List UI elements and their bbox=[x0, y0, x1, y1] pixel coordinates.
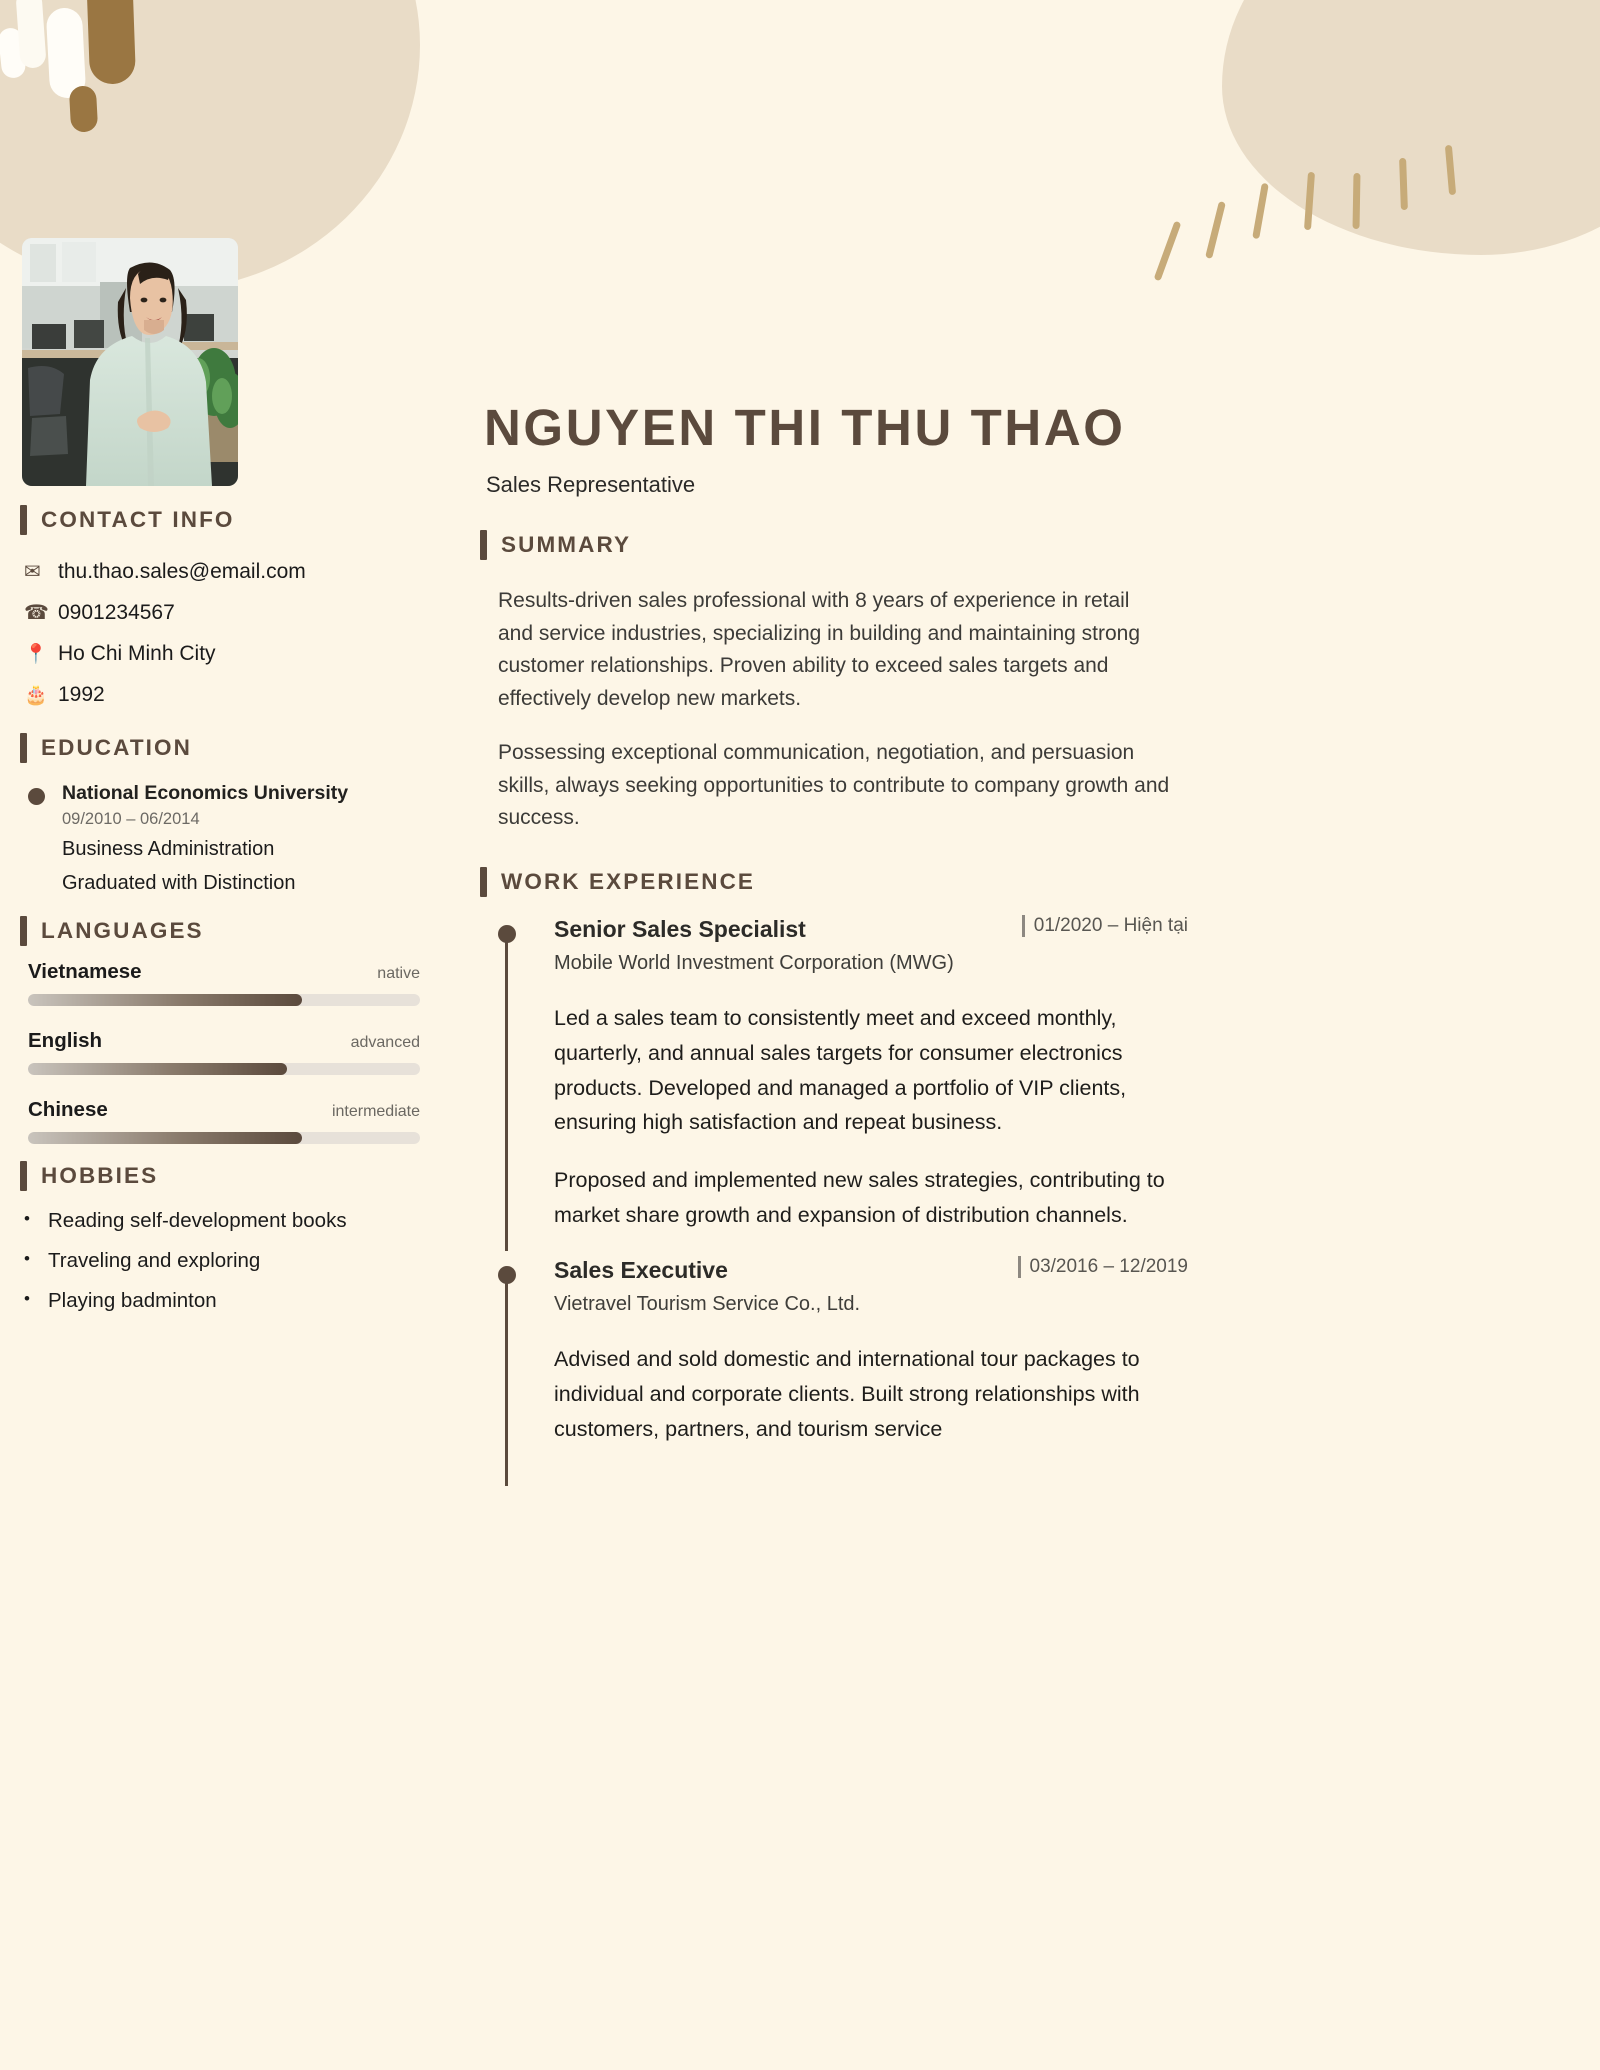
ray-2 bbox=[1205, 201, 1226, 259]
job-title: Sales Executive bbox=[554, 1256, 728, 1283]
language-level: native bbox=[377, 965, 420, 982]
profile-photo-image bbox=[22, 238, 238, 486]
section-accent-bar bbox=[20, 505, 27, 535]
job-company: Mobile World Investment Corporation (MWG) bbox=[554, 952, 954, 974]
section-accent-bar bbox=[20, 733, 27, 763]
language-level: advanced bbox=[350, 1034, 420, 1051]
hobby-text: Traveling and exploring bbox=[48, 1249, 261, 1272]
languages-title: LANGUAGES bbox=[41, 918, 204, 943]
language-progress-fill bbox=[28, 1132, 302, 1144]
language-item-english bbox=[28, 1029, 420, 1075]
job-bullet: Led a sales team to consistently meet and exceed monthly, quarterly, and annual sales targets for consumer electronics products. Developed and managed a portfolio of VIP clients, ensuring high satisfaction and repeat business. bbox=[554, 1006, 1127, 1135]
summary-body bbox=[498, 585, 1170, 857]
work-experience-title: WORK EXPERIENCE bbox=[501, 869, 756, 894]
ray-5 bbox=[1353, 173, 1361, 229]
section-accent-bar bbox=[480, 867, 487, 897]
contact-item-phone[interactable] bbox=[24, 592, 444, 633]
timeline-line bbox=[505, 1274, 508, 1486]
brush-stroke-brown-small bbox=[69, 85, 98, 132]
education-date: 09/2010 – 06/2014 bbox=[62, 810, 200, 829]
language-progress-track bbox=[28, 1132, 420, 1144]
contact-item-location bbox=[24, 633, 444, 674]
language-name: English bbox=[28, 1029, 103, 1052]
list-item bbox=[24, 1285, 444, 1325]
languages-list bbox=[28, 960, 420, 1167]
bullet-icon: • bbox=[24, 1289, 30, 1308]
education-major: Business Administration bbox=[62, 838, 275, 861]
job-bullet: Proposed and implemented new sales strategies, contributing to market share growth and expansion of distribution channels. bbox=[554, 1168, 1165, 1228]
job-date: 03/2016 – 12/2019 bbox=[1029, 1255, 1188, 1277]
profile-photo bbox=[22, 238, 238, 486]
hobbies-title: HOBBIES bbox=[41, 1163, 159, 1188]
summary-paragraph: Results-driven sales professional with 8 years of experience in retail and service industries, specializing in building and maintaining strong customer relationships. Proven ability to exceed sales targets and effectively develop new markets. bbox=[498, 589, 1141, 710]
summary-heading bbox=[480, 530, 631, 560]
hobby-text: Playing badminton bbox=[48, 1289, 217, 1312]
contact-phone-value: 0901234567 bbox=[58, 600, 175, 624]
hobbies-heading bbox=[20, 1161, 158, 1191]
envelope-icon: ✉ bbox=[24, 561, 41, 583]
timeline-line bbox=[505, 933, 508, 1251]
education-entry bbox=[28, 780, 448, 897]
language-level: intermediate bbox=[331, 1103, 420, 1120]
job-header bbox=[554, 1256, 1188, 1284]
language-row-header bbox=[28, 1098, 420, 1122]
summary-paragraph: Possessing exceptional communication, negotiation, and persuasion skills, always seeking opportunities to contribute to company growth and success. bbox=[498, 741, 1170, 830]
job-description bbox=[554, 1001, 1188, 1233]
job-bullet: Advised and sold domestic and international tour packages to individual and corporate clients. Built strong relationships with customers, partners, and tourism service bbox=[554, 1346, 1140, 1441]
ray-4 bbox=[1304, 172, 1315, 230]
ray-1 bbox=[1154, 221, 1182, 282]
section-accent-bar bbox=[20, 916, 27, 946]
job-title: Senior Sales Specialist bbox=[554, 916, 806, 942]
contact-info-title: CONTACT INFO bbox=[41, 507, 235, 532]
brush-stroke-brown-large bbox=[86, 0, 136, 85]
work-experience-entry bbox=[498, 1256, 1188, 1446]
language-name: Vietnamese bbox=[28, 960, 142, 983]
contact-email-value: thu.thao.sales@email.com bbox=[58, 559, 306, 583]
education-title: EDUCATION bbox=[41, 735, 192, 760]
language-item-chinese bbox=[28, 1098, 420, 1144]
job-date: 01/2020 – Hiện tại bbox=[1033, 915, 1188, 936]
education-honor: Graduated with Distinction bbox=[62, 872, 296, 895]
language-progress-fill bbox=[28, 1063, 287, 1075]
language-progress-fill bbox=[28, 994, 302, 1006]
education-entry-body bbox=[62, 780, 348, 897]
section-accent-bar bbox=[480, 530, 487, 560]
bullet-icon: • bbox=[24, 1249, 30, 1268]
work-experience-entry bbox=[498, 915, 1188, 1233]
decorative-blob-top-right bbox=[1222, 0, 1600, 255]
education-heading bbox=[20, 733, 192, 763]
page-title: NGUYEN THI THU THAO bbox=[484, 399, 1126, 456]
list-item bbox=[24, 1205, 444, 1245]
contact-info-list bbox=[24, 551, 444, 715]
language-item-vietnamese bbox=[28, 960, 420, 1006]
hobby-text: Reading self-development books bbox=[48, 1209, 347, 1232]
languages-heading bbox=[20, 916, 204, 946]
ray-6 bbox=[1399, 158, 1408, 210]
contact-item-birthyear bbox=[24, 674, 444, 715]
language-progress-track bbox=[28, 994, 420, 1006]
job-company: Vietravel Tourism Service Co., Ltd. bbox=[554, 1292, 861, 1315]
section-accent-bar bbox=[20, 1161, 27, 1191]
contact-birthyear-value: 1992 bbox=[58, 682, 105, 706]
summary-title: SUMMARY bbox=[501, 532, 632, 557]
brush-stroke-white-large bbox=[46, 7, 87, 99]
hobbies-list bbox=[24, 1205, 444, 1325]
contact-item-email[interactable] bbox=[24, 551, 444, 592]
bullet-icon: • bbox=[24, 1209, 30, 1228]
contact-info-heading bbox=[20, 505, 235, 535]
ray-3 bbox=[1252, 183, 1269, 239]
job-date-group bbox=[1022, 915, 1188, 937]
decorative-sun-rays bbox=[1150, 120, 1600, 300]
birthday-cake-icon: 🎂 bbox=[24, 684, 48, 706]
work-experience-heading bbox=[480, 867, 755, 897]
language-name: Chinese bbox=[28, 1098, 108, 1121]
education-list bbox=[28, 780, 448, 897]
list-item bbox=[24, 1245, 444, 1285]
telephone-icon: ☎ bbox=[24, 602, 49, 624]
date-accent-bar bbox=[1018, 1256, 1021, 1278]
contact-location-value: Ho Chi Minh City bbox=[58, 641, 216, 665]
job-role-subtitle: Sales Representative bbox=[486, 472, 696, 497]
language-progress-track bbox=[28, 1063, 420, 1075]
education-school: National Economics University bbox=[62, 782, 349, 804]
job-description bbox=[554, 1342, 1188, 1446]
location-pin-icon: 📍 bbox=[24, 643, 48, 665]
job-header bbox=[554, 915, 1188, 943]
decorative-brush-strokes bbox=[0, 0, 200, 170]
language-row-header bbox=[28, 1029, 420, 1053]
work-experience-list bbox=[498, 915, 1188, 1469]
ray-7 bbox=[1445, 145, 1456, 195]
job-date-group bbox=[1018, 1256, 1189, 1278]
language-row-header bbox=[28, 960, 420, 984]
date-accent-bar bbox=[1022, 915, 1025, 937]
brush-stroke-white-mid bbox=[15, 0, 46, 69]
timeline-dot-icon bbox=[28, 788, 45, 805]
brush-stroke-white-small bbox=[0, 27, 27, 79]
